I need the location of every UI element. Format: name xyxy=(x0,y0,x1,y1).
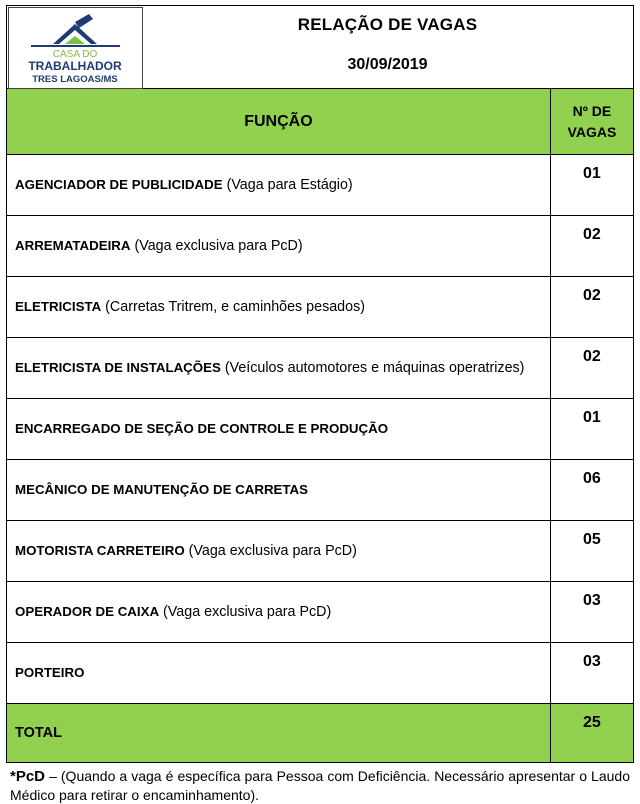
job-note: (Vaga exclusiva para PcD) xyxy=(159,604,332,620)
footnote-text: – (Quando a vaga é específica para Pessoa com Deficiência. Necessário apresentar o Laudo Médico para retirar o encaminhamento). xyxy=(10,768,630,803)
job-function-cell xyxy=(7,521,551,582)
table-row xyxy=(7,155,634,216)
job-note: (Veículos automotores e máquinas operatrizes) xyxy=(220,360,525,376)
job-function-cell xyxy=(7,460,551,521)
job-function-cell xyxy=(7,216,551,277)
total-count: 25 xyxy=(550,704,633,763)
job-note: (Vaga exclusiva para PcD) xyxy=(130,238,303,254)
report-date: 30/09/2019 xyxy=(347,56,428,73)
job-function-cell xyxy=(7,582,551,643)
vacancy-count: 03 xyxy=(550,643,633,704)
job-title: MOTORISTA CARRETEIRO xyxy=(15,543,185,558)
column-header-vagas xyxy=(550,89,633,155)
job-note: (Vaga para Estágio) xyxy=(222,177,353,193)
job-function-cell xyxy=(7,338,551,399)
casa-do-trabalhador-logo xyxy=(8,7,143,89)
total-label: TOTAL xyxy=(7,704,551,763)
job-function-cell xyxy=(7,399,551,460)
table-row xyxy=(7,521,634,582)
logo-line-1: CASA DO xyxy=(52,49,98,60)
vacancy-count: 03 xyxy=(550,582,633,643)
vacancy-count: 02 xyxy=(550,338,633,399)
vacancy-count: 06 xyxy=(550,460,633,521)
job-title: ELETRICISTA xyxy=(15,299,102,314)
job-function-cell xyxy=(7,643,551,704)
job-title: AGENCIADOR DE PUBLICIDADE xyxy=(15,177,223,192)
total-row xyxy=(7,704,634,763)
column-header-vagas-line1: Nº DE xyxy=(572,102,612,119)
job-title: ARREMATADEIRA xyxy=(15,238,131,253)
vacancy-count: 01 xyxy=(550,399,633,460)
logo-line-2: TRABALHADOR xyxy=(28,59,122,73)
table-row xyxy=(7,277,634,338)
table-row xyxy=(7,643,634,704)
job-note: (Carretas Tritrem, e caminhões pesados) xyxy=(101,299,365,315)
job-note: (Vaga exclusiva para PcD) xyxy=(184,543,357,559)
vacancies-table xyxy=(6,5,634,763)
document-header xyxy=(7,6,634,89)
vacancy-count: 01 xyxy=(550,155,633,216)
table-row xyxy=(7,460,634,521)
table-row xyxy=(7,582,634,643)
house-logo-icon xyxy=(9,8,142,88)
table-row xyxy=(7,216,634,277)
logo-line-3: TRES LAGOAS/MS xyxy=(32,74,118,85)
job-title: MECÂNICO DE MANUTENÇÃO DE CARRETAS xyxy=(15,482,309,497)
page-title: RELAÇÃO DE VAGAS xyxy=(297,15,478,34)
job-title: PORTEIRO xyxy=(15,665,85,680)
column-header-vagas-line2: VAGAS xyxy=(567,123,617,140)
table-row xyxy=(7,338,634,399)
vacancy-count: 05 xyxy=(550,521,633,582)
footnote-label: *PcD xyxy=(10,768,46,785)
vacancy-count: 02 xyxy=(550,216,633,277)
job-function-cell xyxy=(7,277,551,338)
table-row xyxy=(7,399,634,460)
pcd-footnote xyxy=(6,767,630,804)
job-title: OPERADOR DE CAIXA xyxy=(15,604,160,619)
job-function-cell xyxy=(7,155,551,216)
column-header-funcao: FUNÇÃO xyxy=(7,89,551,155)
vacancy-count: 02 xyxy=(550,277,633,338)
job-title: ENCARREGADO DE SEÇÃO DE CONTROLE E PRODUÇÃO xyxy=(15,421,389,436)
job-title: ELETRICISTA DE INSTALAÇÕES xyxy=(15,360,221,375)
job-listing-sheet xyxy=(6,5,634,804)
